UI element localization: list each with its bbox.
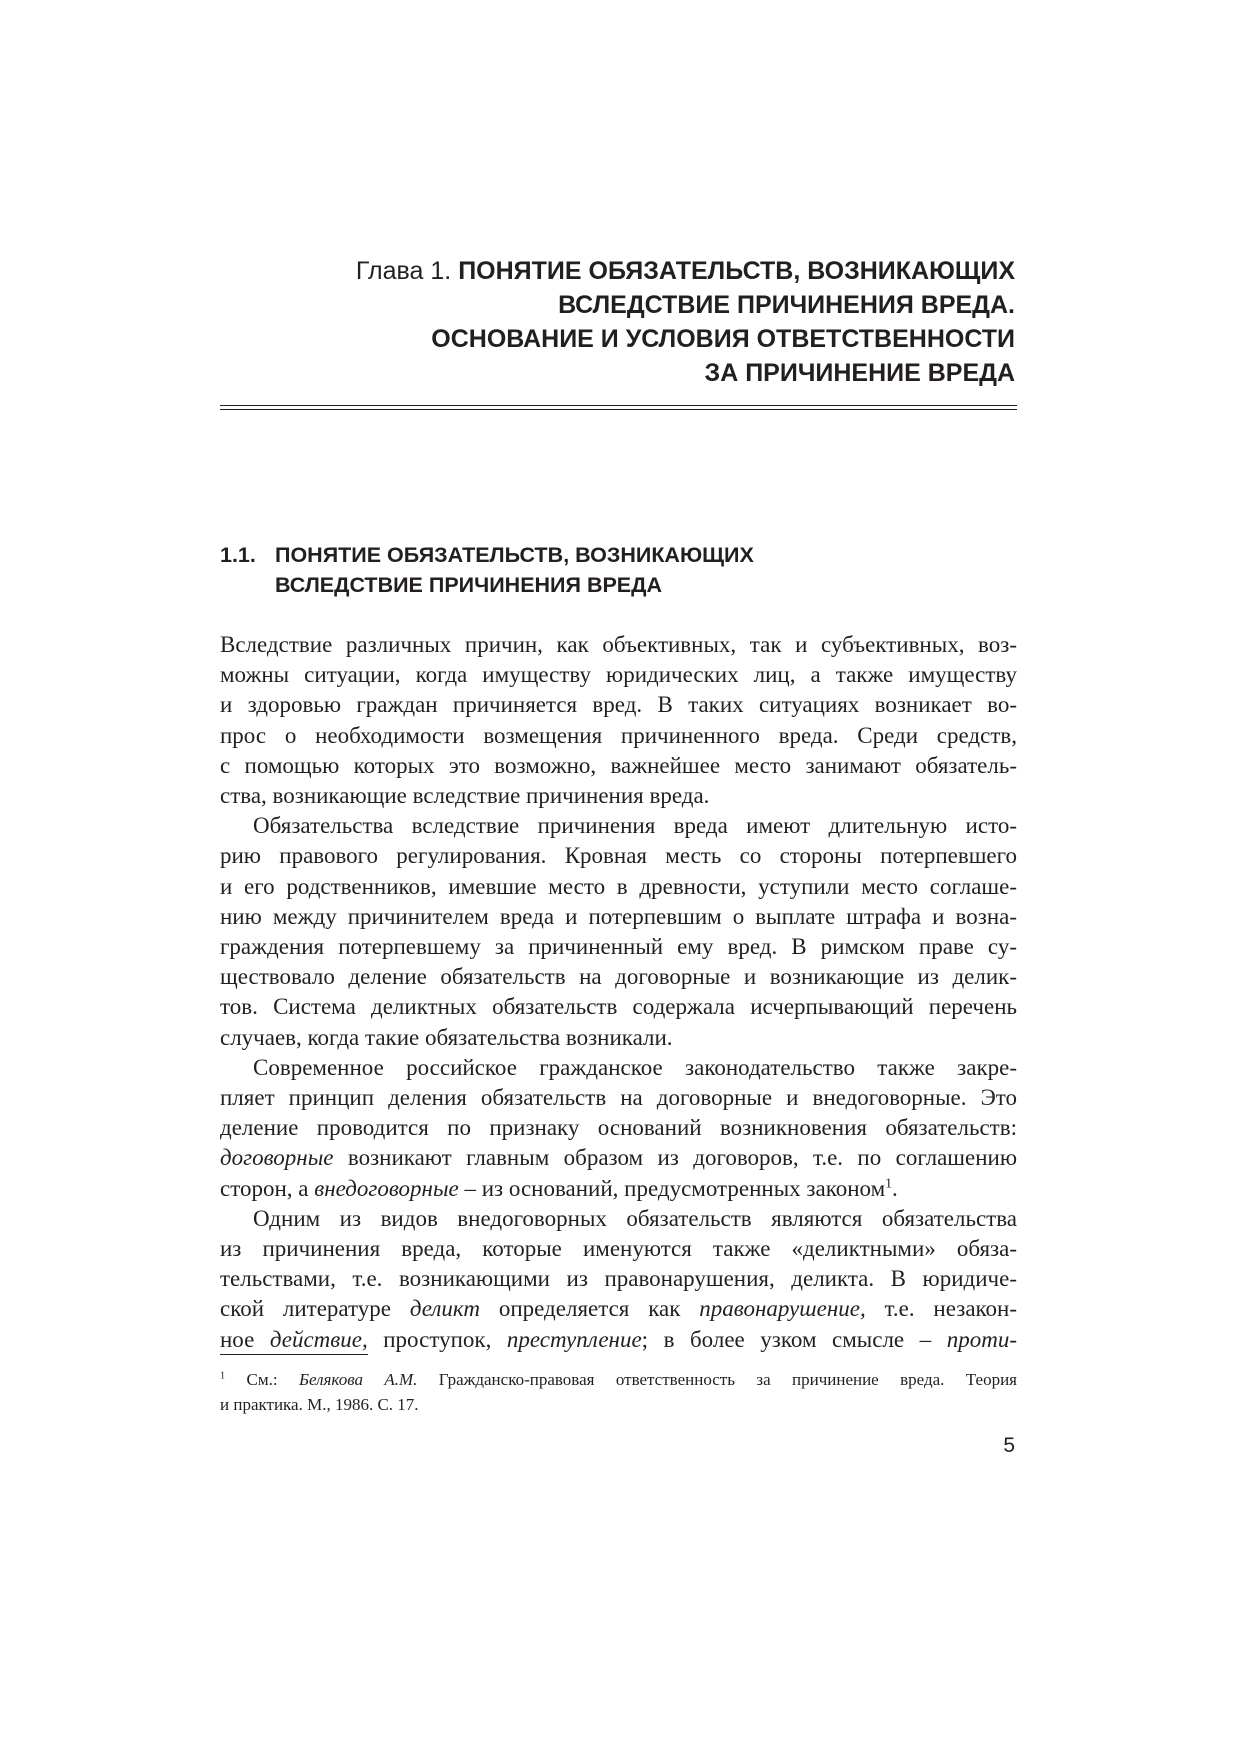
text-line: деление проводится по признаку оснований возникновения обязательств: — [220, 1115, 1017, 1141]
text-line: Современное российское гражданское законодательство также закре- — [253, 1054, 1017, 1080]
page-number: 5 — [1003, 1434, 1015, 1457]
chapter-label: Глава 1. — [355, 257, 452, 285]
paragraph — [220, 630, 1017, 811]
text-line: и здоровью граждан причиняется вред. В таких ситуациях возникает во- — [220, 692, 1017, 718]
paragraph — [220, 1053, 1017, 1204]
chapter-divider — [220, 405, 1017, 410]
text-line: ства, возникающие вследствие причинения вреда. — [220, 783, 710, 809]
section-number: 1.1. — [220, 543, 256, 567]
text-line: ное действие, проступок, преступление; в более узком смысле – проти- — [220, 1326, 1017, 1352]
text-line: сторон, а внедоговорные – из оснований, предусмотренных законом$^1$. — [220, 1175, 898, 1201]
chapter-title-line: Глава 1. ПОНЯТИЕ ОБЯЗАТЕЛЬСТВ, ВОЗНИКАЮЩИХ — [355, 257, 1015, 285]
text-line: Одним из видов внедоговорных обязательств являются обязательства — [253, 1205, 1017, 1231]
text-line: из причинения вреда, которые именуются также «деликтными» обяза- — [220, 1236, 1017, 1262]
text-line: рию правового регулирования. Кровная месть со стороны потерпевшего — [220, 843, 1017, 869]
text-line: Обязательства вследствие причинения вреда имеют длительную исто- — [253, 813, 1017, 839]
text-line: случаев, когда такие обязательства возникали. — [220, 1024, 673, 1050]
text-line: ществовало деление обязательств на договорные и возникающие из делик- — [220, 964, 1017, 990]
footnote — [220, 1367, 1017, 1417]
text-line: граждения потерпевшему за причиненный ему вред. В римском праве су- — [220, 934, 1017, 960]
body-text — [220, 630, 1017, 1355]
text-line: прос о необходимости возмещения причиненного вреда. Среди средств, — [220, 722, 1017, 748]
footnote-line: $^1$ См.: Белякова А.М. Гражданско-правовая ответственность за причинение вреда. Теория — [220, 1370, 1017, 1389]
text-line: и его родственников, имевшие место в древности, уступили место соглаше- — [220, 873, 1017, 899]
text-line: тельствами, т.е. возникающими из правонарушения, деликта. В юридиче- — [220, 1266, 1017, 1292]
paragraph — [220, 811, 1017, 1053]
footnote-divider — [220, 1354, 368, 1355]
text-line: пляет принцип деления обязательств на договорные и внедоговорные. Это — [220, 1085, 1017, 1111]
chapter-title-line: ОСНОВАНИЕ И УСЛОВИЯ ОТВЕТСТВЕННОСТИ — [431, 325, 1015, 353]
chapter-title-line: ЗА ПРИЧИНЕНИЕ ВРЕДА — [704, 359, 1015, 387]
chapter-heading — [220, 254, 1015, 390]
text-line: с помощью которых это возможно, важнейшее место занимают обязатель- — [220, 752, 1017, 778]
footnote-author: Белякова А.М. — [298, 1370, 418, 1389]
footnote-line: и практика. М., 1986. С. 17. — [220, 1395, 419, 1414]
section-heading — [220, 540, 1017, 600]
text-line: можны ситуации, когда имуществу юридических лиц, а также имуществу — [220, 662, 1017, 688]
text-line: ской литературе деликт определяется как правонарушение, т.е. незакон- — [220, 1296, 1017, 1322]
section-title-line: ПОНЯТИЕ ОБЯЗАТЕЛЬСТВ, ВОЗНИКАЮЩИХ — [275, 543, 754, 567]
paragraph — [220, 1204, 1017, 1355]
section-title-line: ВСЛЕДСТВИЕ ПРИЧИНЕНИЯ ВРЕДА — [275, 573, 662, 597]
text-line: тов. Система деликтных обязательств содержала исчерпывающий перечень — [220, 994, 1017, 1020]
chapter-title-line: ВСЛЕДСТВИЕ ПРИЧИНЕНИЯ ВРЕДА. — [558, 291, 1015, 319]
text-line: договорные возникают главным образом из договоров, т.е. по соглашению — [220, 1145, 1017, 1171]
footnote-ref[interactable]: 1 — [885, 1175, 893, 1190]
text-line: Вследствие различных причин, как объективных, так и субъективных, воз- — [220, 632, 1017, 657]
footnote-marker: 1 — [220, 1370, 226, 1382]
text-line: нию между причинителем вреда и потерпевшим о выплате штрафа и возна- — [220, 903, 1017, 929]
